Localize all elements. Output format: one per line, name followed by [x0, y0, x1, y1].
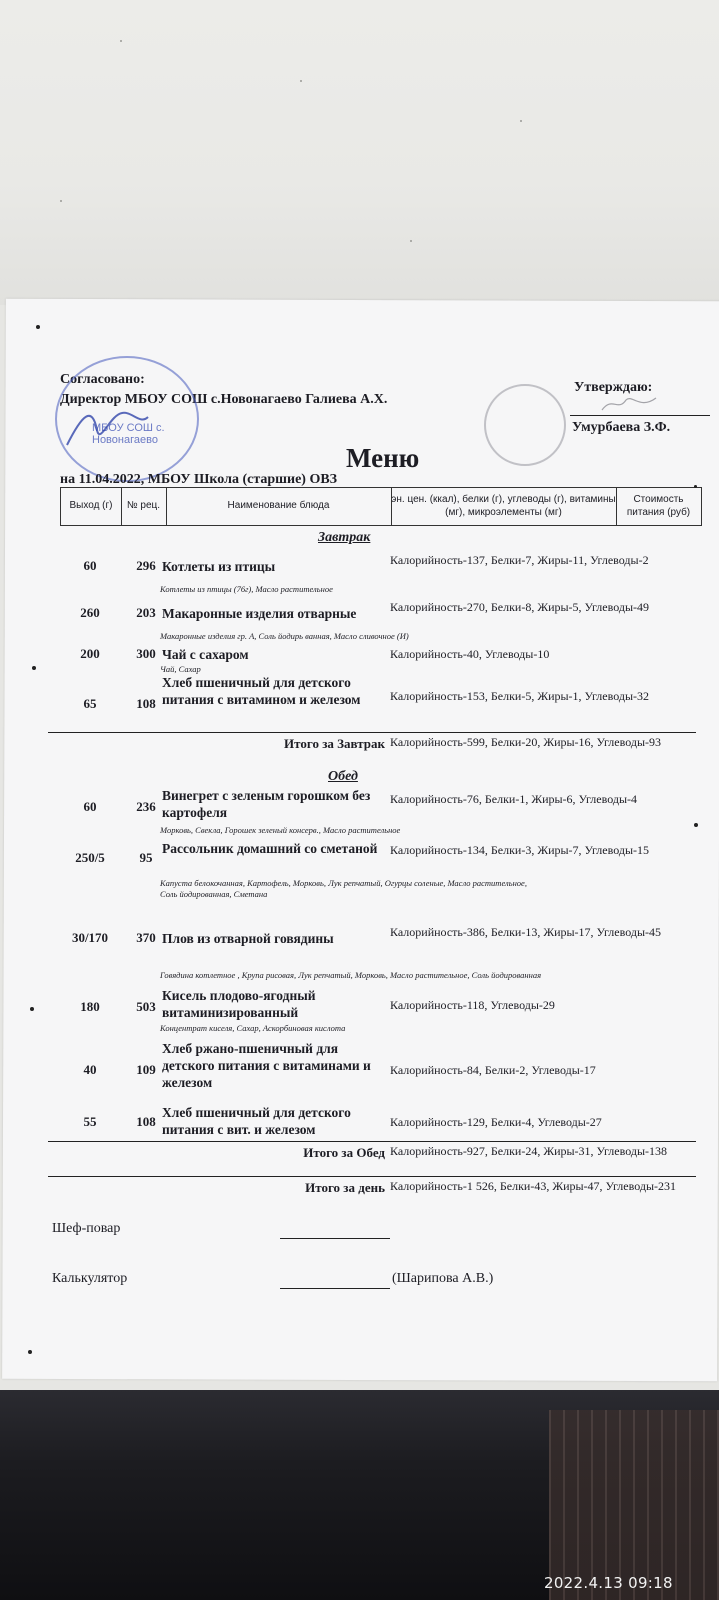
speck [36, 325, 40, 329]
calc-label: Калькулятор [52, 1271, 128, 1286]
row-nutrition: Калорийность-40, Углеводы-10 [390, 647, 550, 661]
wall-background [0, 0, 719, 305]
wall-spot [60, 200, 62, 202]
row-nutrition: Калорийность-76, Белки-1, Жиры-6, Углеводы-4 [390, 792, 638, 806]
row-nutrition: Калорийность-137, Белки-7, Жиры-11, Углеводы-2 [390, 553, 649, 567]
row-ingredients: Чай, Сахар [160, 664, 201, 674]
page-title: Меню [346, 443, 420, 473]
row-recipe: 300 [136, 646, 156, 661]
total-label: Итого за Обед [303, 1145, 385, 1160]
agreed-by: Директор МБОУ СОШ с.Новонагаево Галиева А.Х. [60, 392, 388, 407]
row-ingredients: Котлеты из птицы (76г), Масло растительное [160, 584, 333, 594]
page-subtitle: на 11.04.2022, МБОУ Школа (старшие) ОВЗ [60, 472, 338, 487]
row-dish: Хлеб ржано-пшеничный для детского питания с витаминами и железом [162, 1041, 371, 1090]
row-dish: Хлеб пшеничный для детского питания с витамином и железом [162, 675, 361, 707]
row-ingredients: Морковь, Свекла, Горошек зеленый консерв., Масло растительное [160, 825, 401, 835]
row-nutrition: Калорийность-134, Белки-3, Жиры-7, Углеводы-15 [390, 843, 650, 857]
row-output: 180 [80, 999, 100, 1014]
wall-spot [410, 240, 412, 242]
row-output: 60 [83, 558, 97, 573]
row-dish: Котлеты из птицы [162, 559, 276, 574]
row-output: 65 [83, 696, 97, 711]
chef-label: Шеф-повар [52, 1221, 121, 1236]
photo-timestamp: 2022.4.13 09:18 [544, 1574, 673, 1592]
row-output: 60 [83, 799, 97, 814]
speck [30, 1007, 34, 1011]
wall-spot [300, 80, 302, 82]
row-dish: Кисель плодово-ягодный витаминизированный [162, 988, 316, 1020]
row-output: 40 [83, 1062, 97, 1077]
col-cost: Стоимость питания (руб) [626, 494, 691, 518]
row-nutrition: Калорийность-129, Белки-4, Углеводы-27 [390, 1115, 602, 1129]
row-recipe: 370 [136, 930, 156, 945]
approve-label: Утверждаю: [574, 380, 653, 395]
total-value: Калорийность-927, Белки-24, Жиры-31, Углеводы-138 [390, 1144, 668, 1158]
row-recipe: 95 [139, 850, 153, 865]
calc-name: (Шарипова А.В.) [392, 1271, 494, 1286]
calc-signature-line [280, 1288, 390, 1289]
signature-left [62, 395, 152, 455]
col-nutrition: эн. цен. (ккал), белки (г), углеводы (г), витамины (мг), микроэлементы (мг) [391, 488, 617, 525]
row-dish: Макаронные изделия отварные [162, 606, 357, 621]
section-breakfast: Завтрак [318, 530, 371, 545]
signature-right [600, 392, 660, 414]
col-recipe: № рец. [121, 488, 167, 525]
speck [694, 823, 698, 827]
approve-signature-line [570, 415, 710, 416]
row-recipe: 109 [136, 1062, 156, 1077]
total-value: Калорийность-599, Белки-20, Жиры-16, Углеводы-93 [390, 735, 662, 749]
divider [48, 732, 696, 733]
row-nutrition: Калорийность-118, Углеводы-29 [390, 998, 555, 1012]
grille [549, 1410, 719, 1600]
row-output: 55 [83, 1114, 97, 1129]
row-nutrition: Калорийность-270, Белки-8, Жиры-5, Углеводы-49 [390, 600, 650, 614]
row-dish: Чай с сахаром [162, 647, 249, 662]
row-recipe: 503 [136, 999, 156, 1014]
row-recipe: 203 [136, 605, 156, 620]
total-value: Калорийность-1 526, Белки-43, Жиры-47, Углеводы-231 [390, 1179, 677, 1193]
speck [694, 485, 697, 488]
wall-spot [520, 120, 522, 122]
row-ingredients: Макаронные изделия гр. А, Соль йодирь ванная, Масло сливочное (И) [160, 631, 409, 641]
row-nutrition: Калорийность-84, Белки-2, Углеводы-17 [390, 1063, 596, 1077]
row-ingredients: Концентрат киселя, Сахар, Аскорбиновая кислота [160, 1023, 346, 1033]
row-recipe: 108 [136, 696, 156, 711]
row-output: 200 [80, 646, 100, 661]
speck [32, 666, 36, 670]
row-nutrition: Калорийность-386, Белки-13, Жиры-17, Углеводы-45 [390, 925, 662, 939]
row-output: 30/170 [71, 930, 109, 945]
row-nutrition: Калорийность-153, Белки-5, Жиры-1, Углеводы-32 [390, 689, 650, 703]
approve-by: Умурбаева З.Ф. [572, 420, 671, 435]
row-ingredients: Капуста белокочанная, Картофель, Морковь, Лук репчатый, Огурцы соленые, Масло растительное, [160, 878, 527, 888]
floor-background [0, 1390, 719, 1600]
row-output: 260 [80, 605, 100, 620]
divider [48, 1176, 696, 1177]
wall-spot [120, 40, 122, 42]
divider [48, 1141, 696, 1142]
row-recipe: 296 [136, 558, 156, 573]
stamp-right [484, 384, 566, 466]
table-header [60, 487, 702, 526]
row-dish: Хлеб пшеничный для детского питания с вит. и железом [162, 1105, 351, 1137]
row-output: 250/5 [75, 850, 105, 865]
speck [28, 1350, 32, 1354]
agreed-label: Согласовано: [60, 372, 145, 387]
total-label: Итого за день [305, 1180, 385, 1195]
row-recipe: 236 [136, 799, 156, 814]
row-ingredients-2: Соль йодированная, Сметана [160, 889, 268, 899]
row-dish: Рассольник домашний со сметаной [162, 841, 378, 856]
total-label: Итого за Завтрак [284, 736, 385, 751]
col-name: Наименование блюда [166, 488, 392, 525]
row-recipe: 108 [136, 1114, 156, 1129]
stamp-left-text: МБОУ СОШ с. Новонагаево [92, 422, 165, 446]
row-dish: Плов из отварной говядины [162, 931, 334, 946]
row-ingredients: Говядина котлетное , Крупа рисовая, Лук репчатый, Морковь, Масло растительное, Соль йодированная [160, 970, 542, 980]
col-output: Выход (г) [61, 488, 122, 525]
chef-signature-line [280, 1238, 390, 1239]
row-dish: Винегрет с зеленым горошком без картофеля [162, 788, 371, 820]
section-lunch: Обед [328, 769, 358, 784]
